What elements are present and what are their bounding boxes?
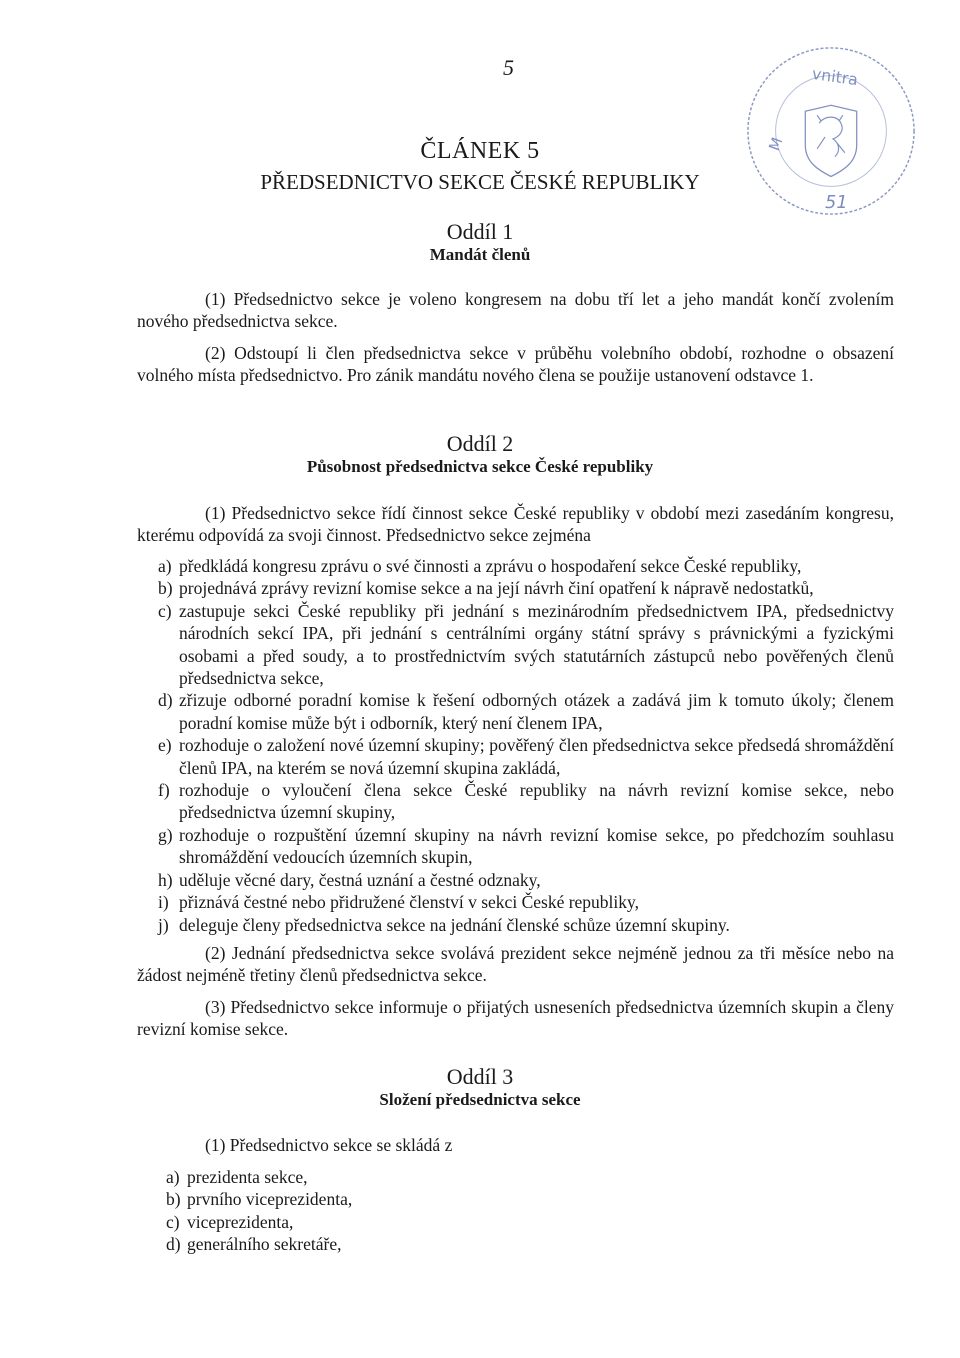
- list-item: g) rozhoduje o rozpuštění územní skupiny na návrh revizní komise sekce, po předchozím souhlasu shromáždění vedoucích územních skupin,: [158, 824, 894, 868]
- page-number: 5: [503, 55, 514, 80]
- section3-composition-list: [166, 1166, 566, 1256]
- list-item: f) rozhoduje o vyloučení člena sekce České republiky na návrh revizní komise sekce, nebo předsednictva územní skupiny,: [158, 780, 894, 823]
- section2-intro-paragraph: (1) Předsednictvo sekce řídí činnost sekce České republiky v období mezi zasedáním kongresu, kterému odpovídá za svoji činnost. Předsednictvo sekce zejména: [137, 503, 894, 546]
- article-number: ČLÁNEK 5: [420, 138, 540, 164]
- section2-duties-list: [158, 555, 894, 936]
- section1-title: Mandát členů: [429, 245, 531, 264]
- list-item: h) uděluje věcné dary, čestná uznání a čestné odznaky,: [158, 869, 541, 890]
- svg-text:vnitra: vnitra: [810, 63, 860, 90]
- list-item: d) zřizuje odborné poradní komise k řešení odborných otázek a zadává jim k tomuto úkoly; členem poradní komise může být i odborník, který není členem IPA,: [158, 690, 894, 733]
- section2-paragraph-3: (3) Předsednictvo sekce informuje o přijatých usneseních předsednictva územních skupin a členy revizní komise sekce.: [137, 997, 894, 1040]
- article-title: PŘEDSEDNICTVO SEKCE ČESKÉ REPUBLIKY: [260, 170, 700, 194]
- section1-paragraph-2: (2) Odstoupí li člen předsednictva sekce v průběhu volebního období, rozhodne o obsazení volného místa předsednictvo. Pro zánik mandátu nového člena se použije ustanovení odstavce 1.: [137, 343, 894, 386]
- list-item: a) předkládá kongresu zprávu o své činnosti a zprávu o hospodaření sekce České republiky,: [158, 556, 802, 576]
- section3-title: Složení předsednictva sekce: [379, 1090, 581, 1109]
- list-item: e) rozhoduje o založení nové územní skupiny; pověřený člen předsednictva sekce předsedá shromáždění členů IPA, na kterém se nová územní skupina zakládá,: [158, 735, 894, 778]
- section1-number: Oddíl 1: [446, 219, 514, 244]
- section3-number: Oddíl 3: [446, 1064, 514, 1089]
- list-item: d) generálního sekretáře,: [166, 1234, 342, 1255]
- section3-intro-paragraph: (1) Předsednictvo sekce se skládá z: [205, 1135, 453, 1155]
- list-item: c) zastupuje sekci České republiky při jednání s mezinárodním předsednictvem IPA, předsednictvy národních sekcí IPA, při jednání s centrálními orgány státní správy s právnickými a fyzickými osobami a před soudy, a to prostřednictvím svých statutárních zástupců nebo pověřených členů předsednictva sekce,: [158, 600, 894, 689]
- stamp-number: 51: [825, 192, 848, 214]
- section2-number: Oddíl 2: [446, 431, 514, 456]
- list-item: b) prvního viceprezidenta,: [166, 1189, 353, 1210]
- list-item: i) přiznává čestné nebo přidružené členství v sekci České republiky,: [158, 892, 640, 913]
- list-item: a) prezidenta sekce,: [166, 1167, 308, 1187]
- section2-title: Působnost předsednictva sekce České republiky: [306, 457, 654, 476]
- section2-paragraph-2: (2) Jednání předsednictva sekce svolává prezident sekce nejméně jednou za tři měsíce nebo na žádost nejméně třetiny členů předsednictva sekce.: [137, 943, 894, 986]
- svg-text:M: M: [766, 135, 787, 154]
- section1-paragraph-1: (1) Předsednictvo sekce je voleno kongresem na dobu tří let a jeho mandát končí zvolením nového předsednictva sekce.: [137, 289, 894, 332]
- list-item: j) deleguje členy předsednictva sekce na jednání členské schůze územní skupiny.: [158, 914, 730, 935]
- list-item: b) projednává zprávy revizní komise sekce a na její návrh činí opatření k nápravě nedostatků,: [158, 578, 814, 599]
- list-item: c) viceprezidenta,: [166, 1211, 294, 1232]
